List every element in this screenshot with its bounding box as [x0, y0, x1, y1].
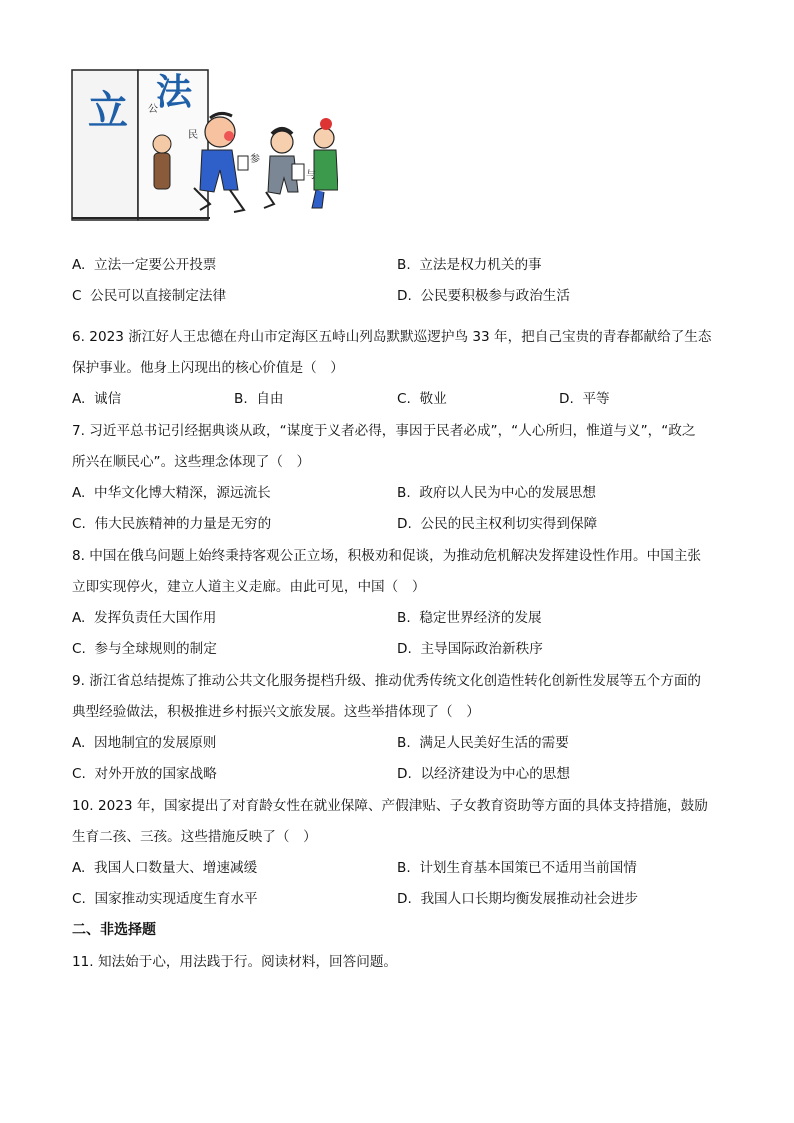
q9-option-c: C. 对外开放的国家战略 — [72, 766, 217, 782]
q8-stem-line-1: 8. 中国在俄乌问题上始终秉持客观公正立场，积极劝和促谈，为推动危机解决发挥建设性作用。中国主张 — [72, 548, 702, 564]
q10-option-d: D. 我国人口长期均衡发展推动社会进步 — [397, 891, 638, 907]
section-title: 二、非选择题 — [72, 922, 156, 938]
q9-option-d: D. 以经济建设为中心的思想 — [397, 766, 570, 782]
q8-option-b: B. 稳定世界经济的发展 — [397, 610, 542, 626]
q9-stem-line-2: 典型经验做法，积极推进乡村振兴文旅发展。这些举措体现了（ ） — [72, 704, 480, 720]
q7-option-b: B. 政府以人民为中心的发展思想 — [397, 485, 597, 501]
walk-label-2: 民 — [188, 130, 198, 141]
q8-stem-line-2: 立即实现停火，建立人道主义走廊。由此可见，中国（ ） — [72, 579, 426, 595]
q11-stem: 11. 知法始于心，用法践于行。阅读材料，回答问题。 — [72, 954, 398, 970]
walk-label-3: 参 — [250, 154, 260, 165]
q5-option-b: B. 立法是权力机关的事 — [397, 257, 542, 273]
q9-option-b: B. 满足人民美好生活的需要 — [397, 735, 569, 751]
q7-option-d: D. 公民的民主权利切实得到保障 — [397, 516, 598, 532]
q10-stem-line-2: 生育二孩、三孩。这些措施反映了（ ） — [72, 829, 317, 845]
q8-option-a: A. 发挥负责任大国作用 — [72, 610, 217, 626]
q5-option-d: D. 公民要积极参与政治生活 — [397, 288, 570, 304]
q8-option-c: C. 参与全球规则的制定 — [72, 641, 217, 657]
q10-option-a: A. 我国人口数量大、增速减缓 — [72, 860, 258, 876]
q10-stem-line-1: 10. 2023 年，国家提出了对育龄女性在就业保障、产假津贴、子女教育资助等方面的具体支持措施，鼓励 — [72, 798, 708, 814]
q6-stem-line-2: 保护事业。他身上闪现出的核心价值是（ ） — [72, 360, 344, 376]
q7-stem-line-2: 所兴在顺民心”。这些理念体现了（ ） — [72, 454, 311, 470]
q9-option-a: A. 因地制宜的发展原则 — [72, 735, 217, 751]
walk-label-4: 与 — [306, 170, 316, 181]
q6-option-b: B. 自由 — [234, 391, 284, 407]
q6-stem-line-1: 6. 2023 浙江好人王忠德在舟山市定海区五峙山列岛默默巡逻护鸟 33 年，把自己宝贵的青春都献给了生态 — [72, 329, 712, 345]
q6-option-a: A. 诚信 — [72, 391, 122, 407]
q10-option-b: B. 计划生育基本国策已不适用当前国情 — [397, 860, 637, 876]
q10-option-c: C. 国家推动实现适度生育水平 — [72, 891, 258, 907]
q7-option-c: C. 伟大民族精神的力量是无穷的 — [72, 516, 272, 532]
legislation-cartoon — [70, 66, 338, 228]
walk-label-1: 公 — [148, 104, 158, 115]
q5-option-a: A. 立法一定要公开投票 — [72, 257, 217, 273]
sign-char-2: 法 — [156, 72, 193, 113]
q9-stem-line-1: 9. 浙江省总结提炼了推动公共文化服务提档升级、推动优秀传统文化创造性转化创新性发展等五个方面的 — [72, 673, 702, 689]
q7-stem-line-1: 7. 习近平总书记引经据典谈从政，“谋度于义者必得，事因于民者必成”，“人心所归，惟道与义”，“政之 — [72, 423, 696, 439]
q5-option-c: C 公民可以直接制定法律 — [72, 288, 227, 304]
q6-option-d: D. 平等 — [559, 391, 610, 407]
sign-char-1: 立 — [88, 88, 128, 134]
q6-option-c: C. 敬业 — [397, 391, 447, 407]
q7-option-a: A. 中华文化博大精深，源远流长 — [72, 485, 271, 501]
q8-option-d: D. 主导国际政治新秩序 — [397, 641, 543, 657]
